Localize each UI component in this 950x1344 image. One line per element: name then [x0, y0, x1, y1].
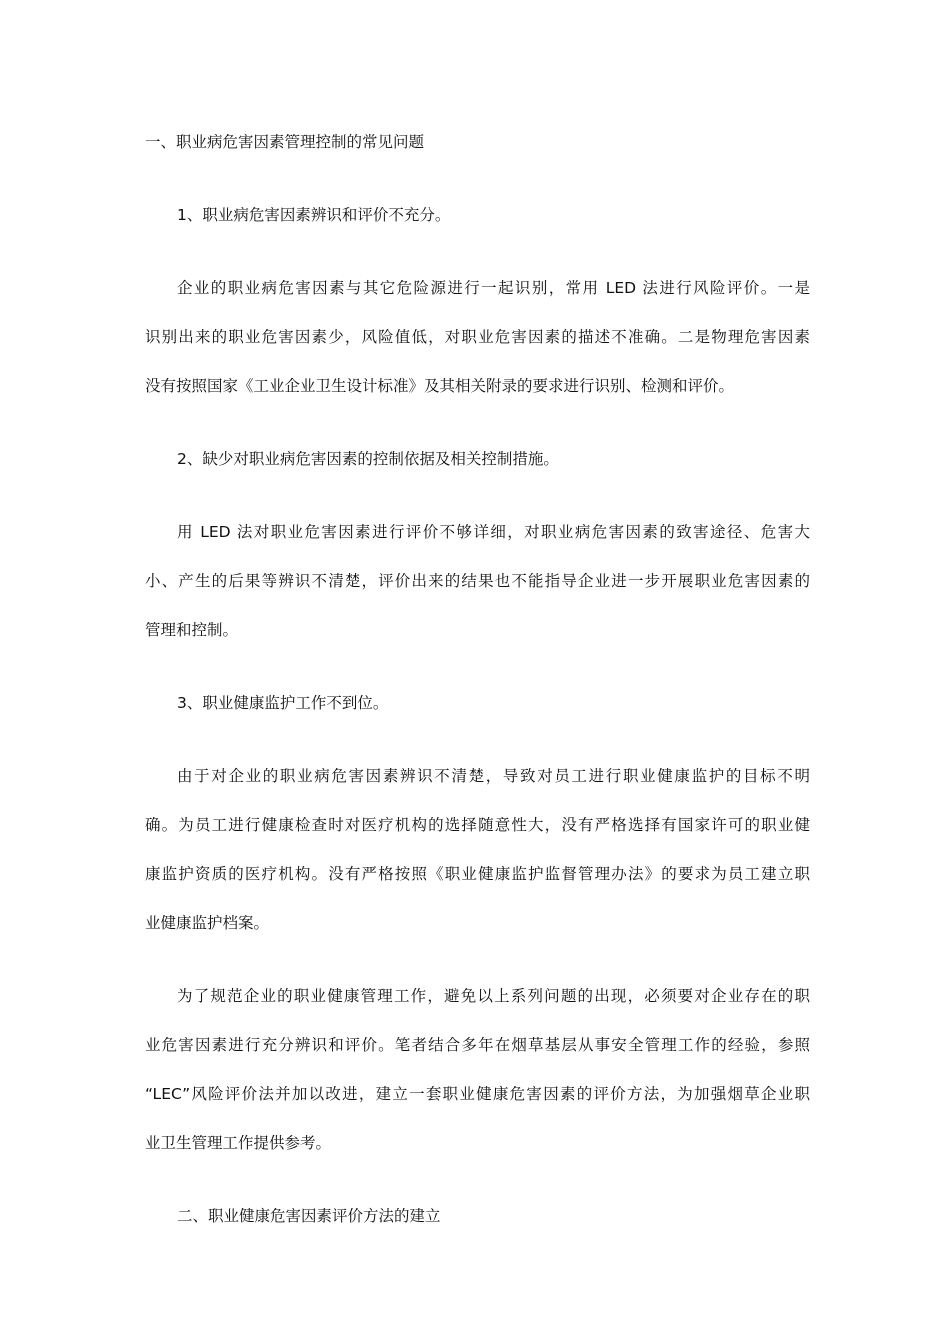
paragraph-line: 用 LED 法对职业危害因素进行评价不够详细，对职业病危害因素的致害途径、危害大	[177, 523, 810, 541]
paragraph-line: 康监护资质的医疗机构。没有严格按照《职业健康监护监督管理办法》的要求为员工建立职	[145, 865, 810, 883]
paragraph-line: 业健康监护档案。	[145, 914, 270, 932]
paragraph-line: 由于对企业的职业病危害因素辨识不清楚，导致对员工进行职业健康监护的目标不明	[177, 767, 810, 785]
paragraph-line: 识别出来的职业危害因素少，风险值低，对职业危害因素的描述不准确。二是物理危害因素	[145, 328, 810, 346]
paragraph-line: 为了规范企业的职业健康管理工作，避免以上系列问题的出现，必须要对企业存在的职	[177, 987, 810, 1005]
paragraph-line: 管理和控制。	[145, 621, 239, 639]
paragraph-1	[145, 276, 810, 398]
paragraph-3	[145, 764, 810, 935]
item-heading-3: 3、职业健康监护工作不到位。	[177, 694, 389, 712]
paragraph-line: 业卫生管理工作提供参考。	[145, 1134, 332, 1152]
paragraph-line: 业危害因素进行充分辨识和评价。笔者结合多年在烟草基层从事安全管理工作的经验，参照	[145, 1036, 810, 1054]
paragraph-line: 没有按照国家《工业企业卫生设计标准》及其相关附录的要求进行识别、检测和评价。	[145, 377, 735, 395]
paragraph-4	[145, 984, 810, 1155]
paragraph-line: 确。为员工进行健康检查时对医疗机构的选择随意性大，没有严格选择有国家许可的职业健	[145, 816, 810, 834]
paragraph-line: “LEC”风险评价法并加以改进，建立一套职业健康危害因素的评价方法，为加强烟草企业职	[145, 1085, 810, 1103]
paragraph-line: 小、产生的后果等辨识不清楚，评价出来的结果也不能指导企业进一步开展职业危害因素的	[145, 572, 810, 590]
item-heading-1: 1、职业病危害因素辨识和评价不充分。	[177, 206, 451, 224]
paragraph-line: 企业的职业病危害因素与其它危险源进行一起识别，常用 LED 法进行风险评价。一是	[177, 279, 810, 297]
paragraph-2	[145, 520, 810, 642]
item-heading-2: 2、缺少对职业病危害因素的控制依据及相关控制措施。	[177, 450, 559, 468]
section-heading-1: 一、职业病危害因素管理控制的常见问题	[145, 133, 425, 151]
section-heading-2: 二、职业健康危害因素评价方法的建立	[177, 1207, 441, 1225]
